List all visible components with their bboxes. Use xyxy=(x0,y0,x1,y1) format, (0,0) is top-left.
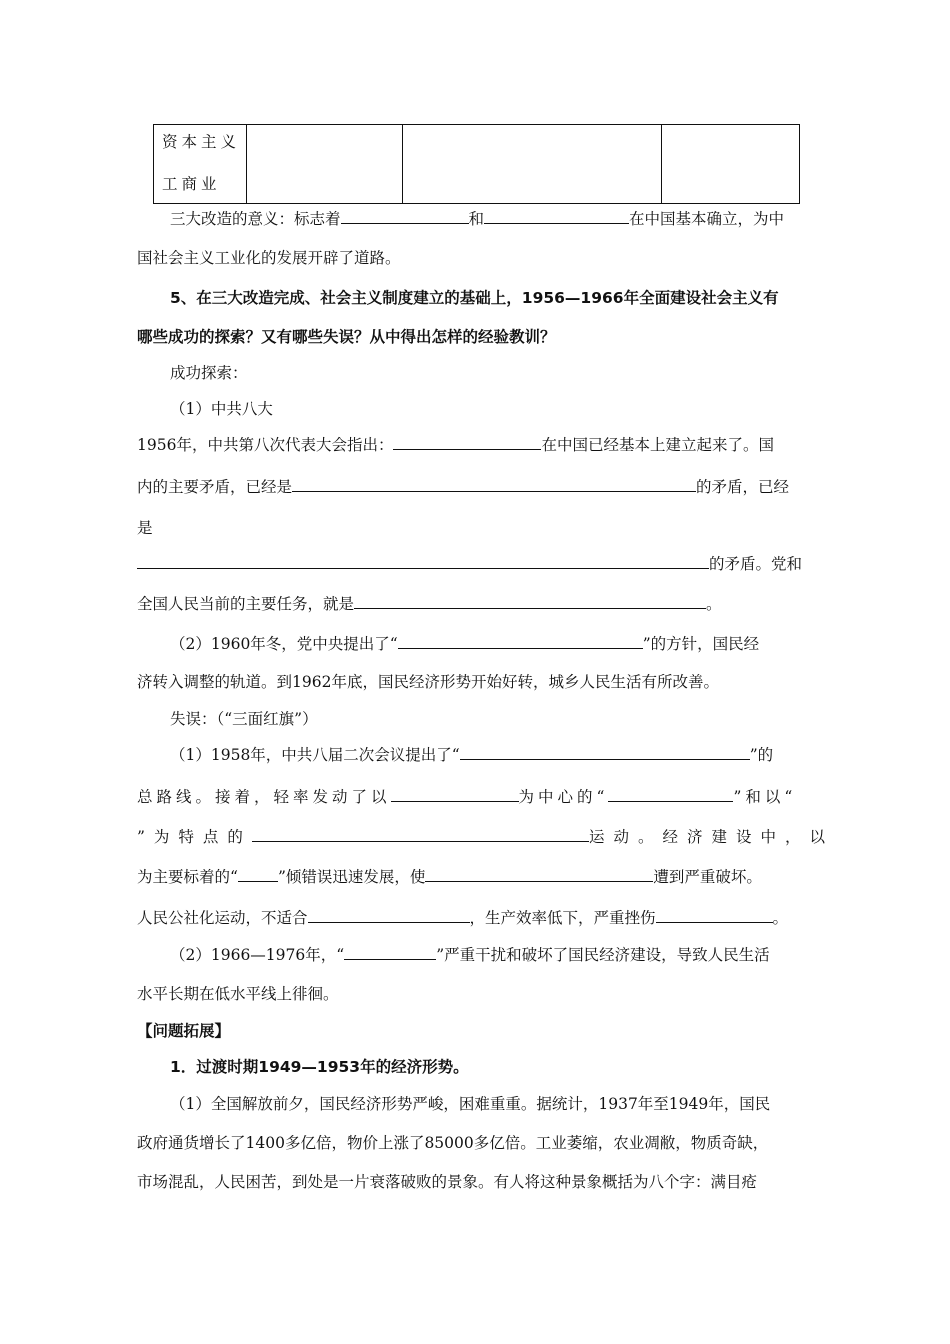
success-line5 xyxy=(137,593,817,615)
mistakes-line7: 水平长期在低水平线上徘徊。 xyxy=(137,985,339,1003)
blank xyxy=(391,787,519,802)
blank xyxy=(425,867,653,882)
text: 的矛盾。党和 xyxy=(709,555,803,573)
text: 运动。经济建设中，以 xyxy=(588,828,834,846)
mistakes-line4 xyxy=(137,866,817,888)
blank xyxy=(341,209,469,224)
table-cell-row-label xyxy=(154,125,247,204)
table-cell-blank xyxy=(247,125,403,204)
blank xyxy=(344,945,436,960)
text: ”为特点的 xyxy=(137,828,252,846)
text: ，生产效率低下，严重挫伤 xyxy=(469,909,656,927)
text: ”和以“ xyxy=(733,788,797,806)
text: 内的主要矛盾，已经是 xyxy=(137,478,293,496)
success-line6 xyxy=(170,633,850,655)
row-label-line1: 资本主义 xyxy=(162,133,241,151)
blank xyxy=(252,827,589,842)
mistakes-line2 xyxy=(137,786,817,808)
text: 全国人民当前的主要任务，就是 xyxy=(137,595,355,613)
text: 总路线。接着，轻率发动了以 xyxy=(137,788,391,806)
blank xyxy=(608,787,733,802)
mistakes-line1 xyxy=(170,744,850,766)
blank xyxy=(393,435,541,450)
text: 在中国已经基本上建立起来了。国 xyxy=(541,436,774,454)
success-line2 xyxy=(137,476,817,498)
text: （2）1966—1976年，“ xyxy=(170,946,345,964)
mistakes-line3 xyxy=(137,826,834,848)
blank xyxy=(292,477,696,492)
success-line3: 是 xyxy=(137,519,153,537)
significance-line1 xyxy=(170,208,850,230)
blank xyxy=(238,867,278,882)
text: （1）1958年，中共八届二次会议提出了“ xyxy=(170,746,460,764)
text: 1956年，中共第八次代表大会指出： xyxy=(137,436,394,454)
text: 为主要标着的“ xyxy=(137,868,238,886)
text: 遭到严重破坏。 xyxy=(653,868,762,886)
mistakes-line6 xyxy=(170,944,850,966)
success-line4 xyxy=(137,553,817,575)
blank xyxy=(354,594,706,609)
text: 三大改造的意义：标志着 xyxy=(170,210,341,228)
text: ”的 xyxy=(749,746,774,764)
table-row xyxy=(154,125,800,204)
blank xyxy=(656,908,773,923)
text: 和 xyxy=(468,210,485,228)
question-5-line2: 哪些成功的探索？又有哪些失误？从中得出怎样的经验教训？ xyxy=(137,328,556,346)
mistakes-line5 xyxy=(137,907,817,929)
extension-p1: （1）全国解放前夕，国民经济形势严峻，困难重重。据统计，1937年至1949年，国民 xyxy=(170,1095,771,1113)
text: 。 xyxy=(772,909,789,927)
blank xyxy=(484,209,629,224)
blank xyxy=(137,554,709,569)
text: 在中国基本确立，为中 xyxy=(629,210,785,228)
row-label-line2: 工商业 xyxy=(162,175,221,193)
success-heading: 成功探索： xyxy=(170,364,248,382)
extension-p2: 政府通货增长了1400多亿倍，物价上涨了85000多亿倍。工业萎缩，农业凋敝，物质奇缺， xyxy=(137,1134,769,1152)
question-5-line1: 5、在三大改造完成、社会主义制度建立的基础上，1956—1966年全面建设社会主义有 xyxy=(170,289,779,307)
text: 为中心的“ xyxy=(518,788,609,806)
blank xyxy=(460,745,750,760)
success-line7: 济转入调整的轨道。到1962年底，国民经济形势开始好转，城乡人民生活有所改善。 xyxy=(137,673,719,691)
blank xyxy=(398,634,643,649)
success-sub1: （1）中共八大 xyxy=(170,400,273,418)
text: ”严重干扰和破坏了国民经济建设，导致人民生活 xyxy=(436,946,770,964)
text: ”的方针，国民经 xyxy=(642,635,760,653)
text: 人民公社化运动，不适合 xyxy=(137,909,308,927)
text: 的矛盾，已经 xyxy=(696,478,790,496)
significance-line2: 国社会主义工业化的发展开辟了道路。 xyxy=(137,249,401,267)
table-cell-blank xyxy=(662,125,800,204)
text: 。 xyxy=(706,595,722,613)
text: ”倾错误迅速发展，使 xyxy=(277,868,426,886)
table-cell-blank xyxy=(403,125,662,204)
success-line1 xyxy=(137,434,817,456)
mistakes-heading: 失误：（“三面红旗”） xyxy=(170,710,318,728)
extension-heading: 【问题拓展】 xyxy=(137,1022,231,1040)
reform-table xyxy=(153,124,800,204)
text: （2）1960年冬，党中央提出了“ xyxy=(170,635,398,653)
extension-item1: 1．过渡时期1949—1953年的经济形势。 xyxy=(170,1058,469,1076)
extension-p3: 市场混乱，人民困苦，到处是一片衰落破败的景象。有人将这种景象概括为八个字：满目疮 xyxy=(137,1173,758,1191)
blank xyxy=(308,908,470,923)
